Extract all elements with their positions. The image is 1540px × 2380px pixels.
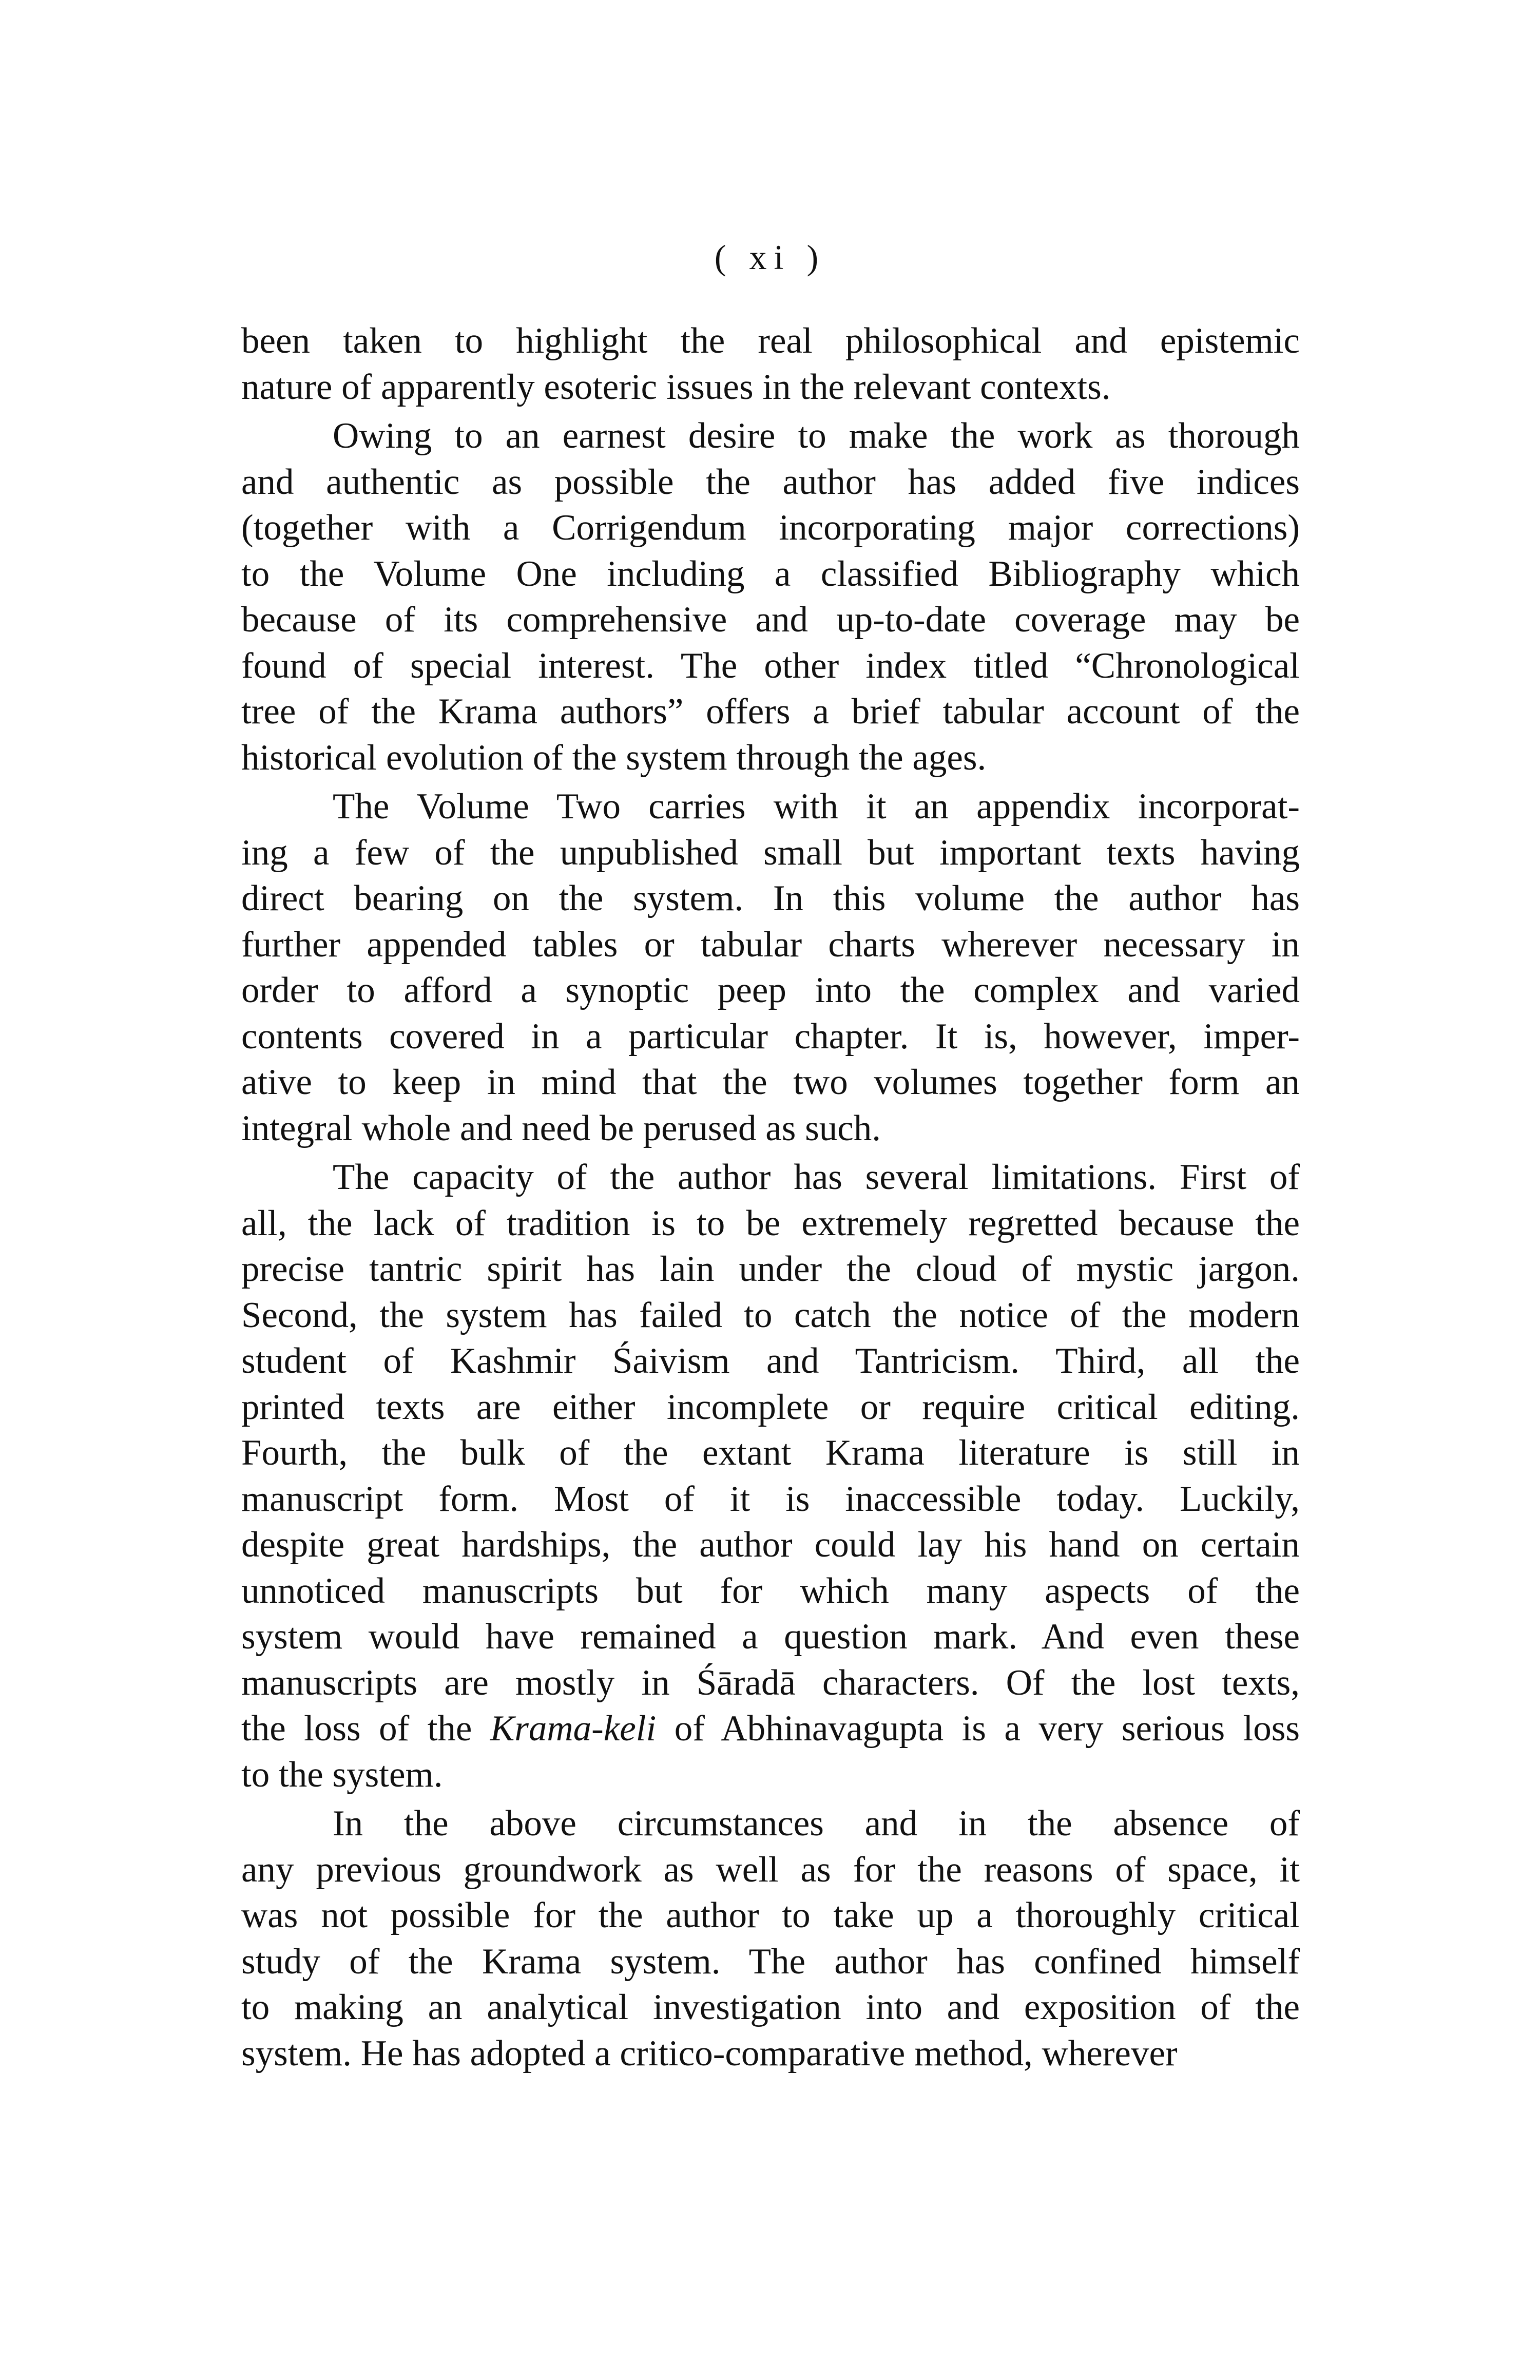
paragraph	[241, 784, 1300, 1151]
text-line: was not possible for the author to take up a thoroughly critical	[241, 1895, 1300, 1935]
text-line: precise tantric spirit has lain under the cloud of mystic jargon.	[241, 1249, 1300, 1289]
text-line: nature of apparently esoteric issues in the relevant contexts.	[241, 367, 1111, 407]
text-line: Second, the system has failed to catch the notice of the modern	[241, 1295, 1300, 1335]
text-line: unnoticed manuscripts but for which many aspects of the	[241, 1570, 1300, 1611]
text-line: ative to keep in mind that the two volumes together form an	[241, 1062, 1300, 1102]
text-line: In the above circumstances and in the absence of	[333, 1803, 1300, 1844]
text-line: to the Volume One including a classified Bibliography which	[241, 553, 1300, 594]
text-line: found of special interest. The other index titled “Chronological	[241, 645, 1300, 686]
text-line: system. He has adopted a critico-comparative method, wherever	[241, 2033, 1178, 2074]
text-line: despite great hardships, the author could lay his hand on certain	[241, 1525, 1300, 1565]
paragraph	[241, 1801, 1300, 2077]
book-title: Krama-keli	[490, 1709, 657, 1749]
text-line: any previous groundwork as well as for the reasons of space, it	[241, 1849, 1300, 1890]
text-line: the loss of the Krama-keli of Abhinavagupta is a very serious loss	[241, 1709, 1300, 1749]
paragraph	[241, 413, 1300, 781]
text-line: integral whole and need be perused as such.	[241, 1108, 881, 1148]
text-line: further appended tables or tabular charts wherever necessary in	[241, 924, 1300, 965]
text-line: tree of the Krama authors” offers a brief tabular account of the	[241, 692, 1300, 732]
text-line: manuscript form. Most of it is inaccessible today. Luckily,	[241, 1479, 1300, 1519]
text-line: direct bearing on the system. In this volume the author has	[241, 878, 1300, 918]
paragraph	[241, 1155, 1300, 1798]
text-line: printed texts are either incomplete or require critical editing.	[241, 1387, 1300, 1427]
text-line: student of Kashmir Śaivism and Tantricism. Third, all the	[241, 1341, 1300, 1381]
text-line: The Volume Two carries with it an appendix incorporat-	[333, 786, 1300, 827]
text-line: all, the lack of tradition is to be extremely regretted because the	[241, 1203, 1300, 1243]
text-line: manuscripts are mostly in Śāradā characters. Of the lost texts,	[241, 1662, 1300, 1703]
text-line: study of the Krama system. The author has confined himself	[241, 1941, 1300, 1982]
text-line: because of its comprehensive and up-to-date coverage may be	[241, 600, 1300, 640]
text-line: contents covered in a particular chapter. It is, however, imper-	[241, 1016, 1300, 1057]
text-line: to making an analytical investigation into and exposition of the	[241, 1987, 1300, 2027]
text-line: to the system.	[241, 1754, 443, 1795]
text-line: and authentic as possible the author has added five indices	[241, 462, 1300, 502]
text-line: system would have remained a question mark. And even these	[241, 1617, 1300, 1657]
text-line: ing a few of the unpublished small but important texts having	[241, 832, 1300, 873]
text-line: historical evolution of the system through the ages.	[241, 737, 987, 778]
text-line: (together with a Corrigendum incorporating major corrections)	[241, 508, 1300, 548]
text-line: been taken to highlight the real philosophical and epistemic	[241, 321, 1300, 361]
body-text	[241, 318, 1300, 2077]
page-number: ( xi )	[714, 238, 826, 277]
text-line: Fourth, the bulk of the extant Krama literature is still in	[241, 1433, 1300, 1473]
text-line: Owing to an earnest desire to make the work as thorough	[333, 416, 1300, 456]
paragraph	[241, 318, 1300, 410]
text-line: The capacity of the author has several limitations. First of	[333, 1157, 1300, 1197]
text-line: order to afford a synoptic peep into the complex and varied	[241, 970, 1300, 1010]
